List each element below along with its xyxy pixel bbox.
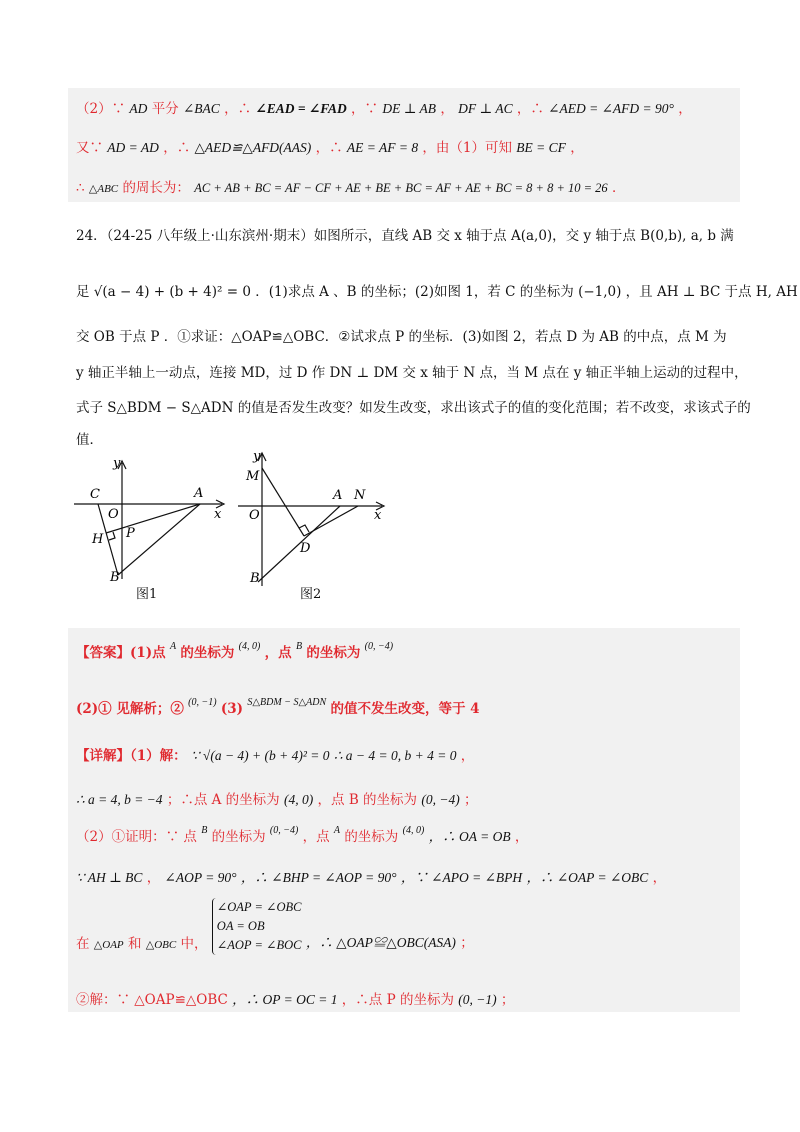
fig1-label-y: y [113, 456, 121, 471]
detail-line-6: ②解：∵ △OAP≌△OBC ，∴ OP = OC = 1 ，∴点 P 的坐标为 (0, −1) ； [76, 992, 515, 1008]
question-line-2: 足 √(a − 4) + (b + 4)² = 0 ．(1)求点 A 、B 的坐标；(2)如图 1，若 C 的坐标为 (−1,0) ，且 AH ⊥ BC 于点 H, AH [76, 284, 798, 300]
question-line-5: 式子 S△BDM − S△ADN 的值是否发生改变？如发生改变，求出该式子的值的变化范围；若不改变，求该式子的 [76, 400, 751, 416]
prev-solution-line-1: （2）∵ AD 平分 ∠BAC ，∴ ∠EAD = ∠FAD ，∵ DE ⊥ AB ， DF ⊥ AC ，∴ ∠AED = ∠AFD = 90° ， [76, 101, 692, 117]
prev-solution-line-3: ∴ △ABC 的周长为： AC + AB + BC = AF − CF + AE + BE + BC = AF + AE + BC = 8 + 8 + 10 = 26 ． [76, 180, 626, 196]
fig1-label-x: x [214, 507, 222, 522]
question-line-6: 值． [76, 432, 103, 448]
figure-1-diagram [70, 455, 230, 585]
prev-solution-line-2: 又∵ AD = AD ，∴ △AED≌△AFD(AAS) ，∴ AE = AF = 8 ，由（1）可知 BE = CF ， [76, 140, 584, 156]
detail-line-5: 在 △OAP 和 △OBC 中， ∠OAP = ∠OBC OA = OB ∠AOP = ∠BOC ，∴ △OAP≌△OBC(ASA) ； [76, 898, 474, 955]
detail-line-3: （2）①证明：∵ 点 $^B$ 的坐标为 $^{(0, -4)}$ ，点 $^A$ 的坐标为 $^{(4, 0)}$ ，∴ OA = OB ， [76, 825, 529, 845]
question-line-3: 交 OB 于点 P ．①求证：△OAP≌△OBC．②试求点 P 的坐标．(3)如图 2，若点 D 为 AB 的中点，点 M 为 [76, 329, 727, 345]
fig1-label-o: O [108, 507, 119, 522]
fig2-label-n: N [354, 488, 366, 503]
fig1-label-p: P [126, 526, 135, 541]
answer-line-2: (2)① 见解析；② $^{(0, -1)}$ (3) $^{S\triangle BDM - S\triangle ADN}$ 的值不发生改变，等于 4 [76, 697, 480, 717]
fig2-label-m: M [246, 469, 260, 484]
figure-2-diagram [236, 448, 386, 588]
detail-line-1: 【详解】（1）解： ∵ √(a − 4) + (b + 4)² = 0 ∴ a − 4 = 0, b + 4 = 0 ， [76, 748, 475, 764]
fig2-label-a: A [333, 488, 343, 503]
detail-line-2: ∴ a = 4, b = −4 ；∴点 A 的坐标为 (4, 0) ，点 B 的坐标为 (0, −4) ； [76, 792, 478, 808]
fig1-label-h: H [92, 532, 104, 547]
fig2-label-o: O [249, 508, 260, 523]
fig1-label-b: B [110, 570, 120, 585]
answer-line-1: 【答案】(1)点 $^A$ 的坐标为 $^{(4, 0)}$ ，点 $^B$ 的坐标为 $^{(0, -4)}$ [76, 641, 394, 661]
figure-1-caption: 图1 [136, 587, 158, 602]
fig2-label-d: D [300, 541, 311, 556]
fig1-label-a: A [194, 486, 204, 501]
fig2-label-x: x [374, 508, 382, 523]
detail-line-4: ∵ AH ⊥ BC ， ∠AOP = 90° ，∴ ∠BHP = ∠AOP = 90° ，∵ ∠APO = ∠BPH ，∴ ∠OAP = ∠OBC ， [76, 870, 667, 886]
fig2-label-y: y [253, 449, 261, 464]
question-line-4: y 轴正半轴上一动点，连接 MD，过 D 作 DN ⊥ DM 交 x 轴于 N 点，当 M 点在 y 轴正半轴上运动的过程中， [76, 365, 748, 381]
question-line-1: 24．（24-25 八年级上·山东滨州·期末）如图所示，直线 AB 交 x 轴于点 A(a,0)，交 y 轴于点 B(0,b), a, b 满 [76, 228, 734, 244]
figure-2-caption: 图2 [300, 587, 322, 602]
fig2-label-b: B [250, 571, 260, 586]
equation-system: ∠OAP = ∠OBC OA = OB ∠AOP = ∠BOC [212, 898, 302, 955]
fig1-label-c: C [90, 487, 100, 502]
